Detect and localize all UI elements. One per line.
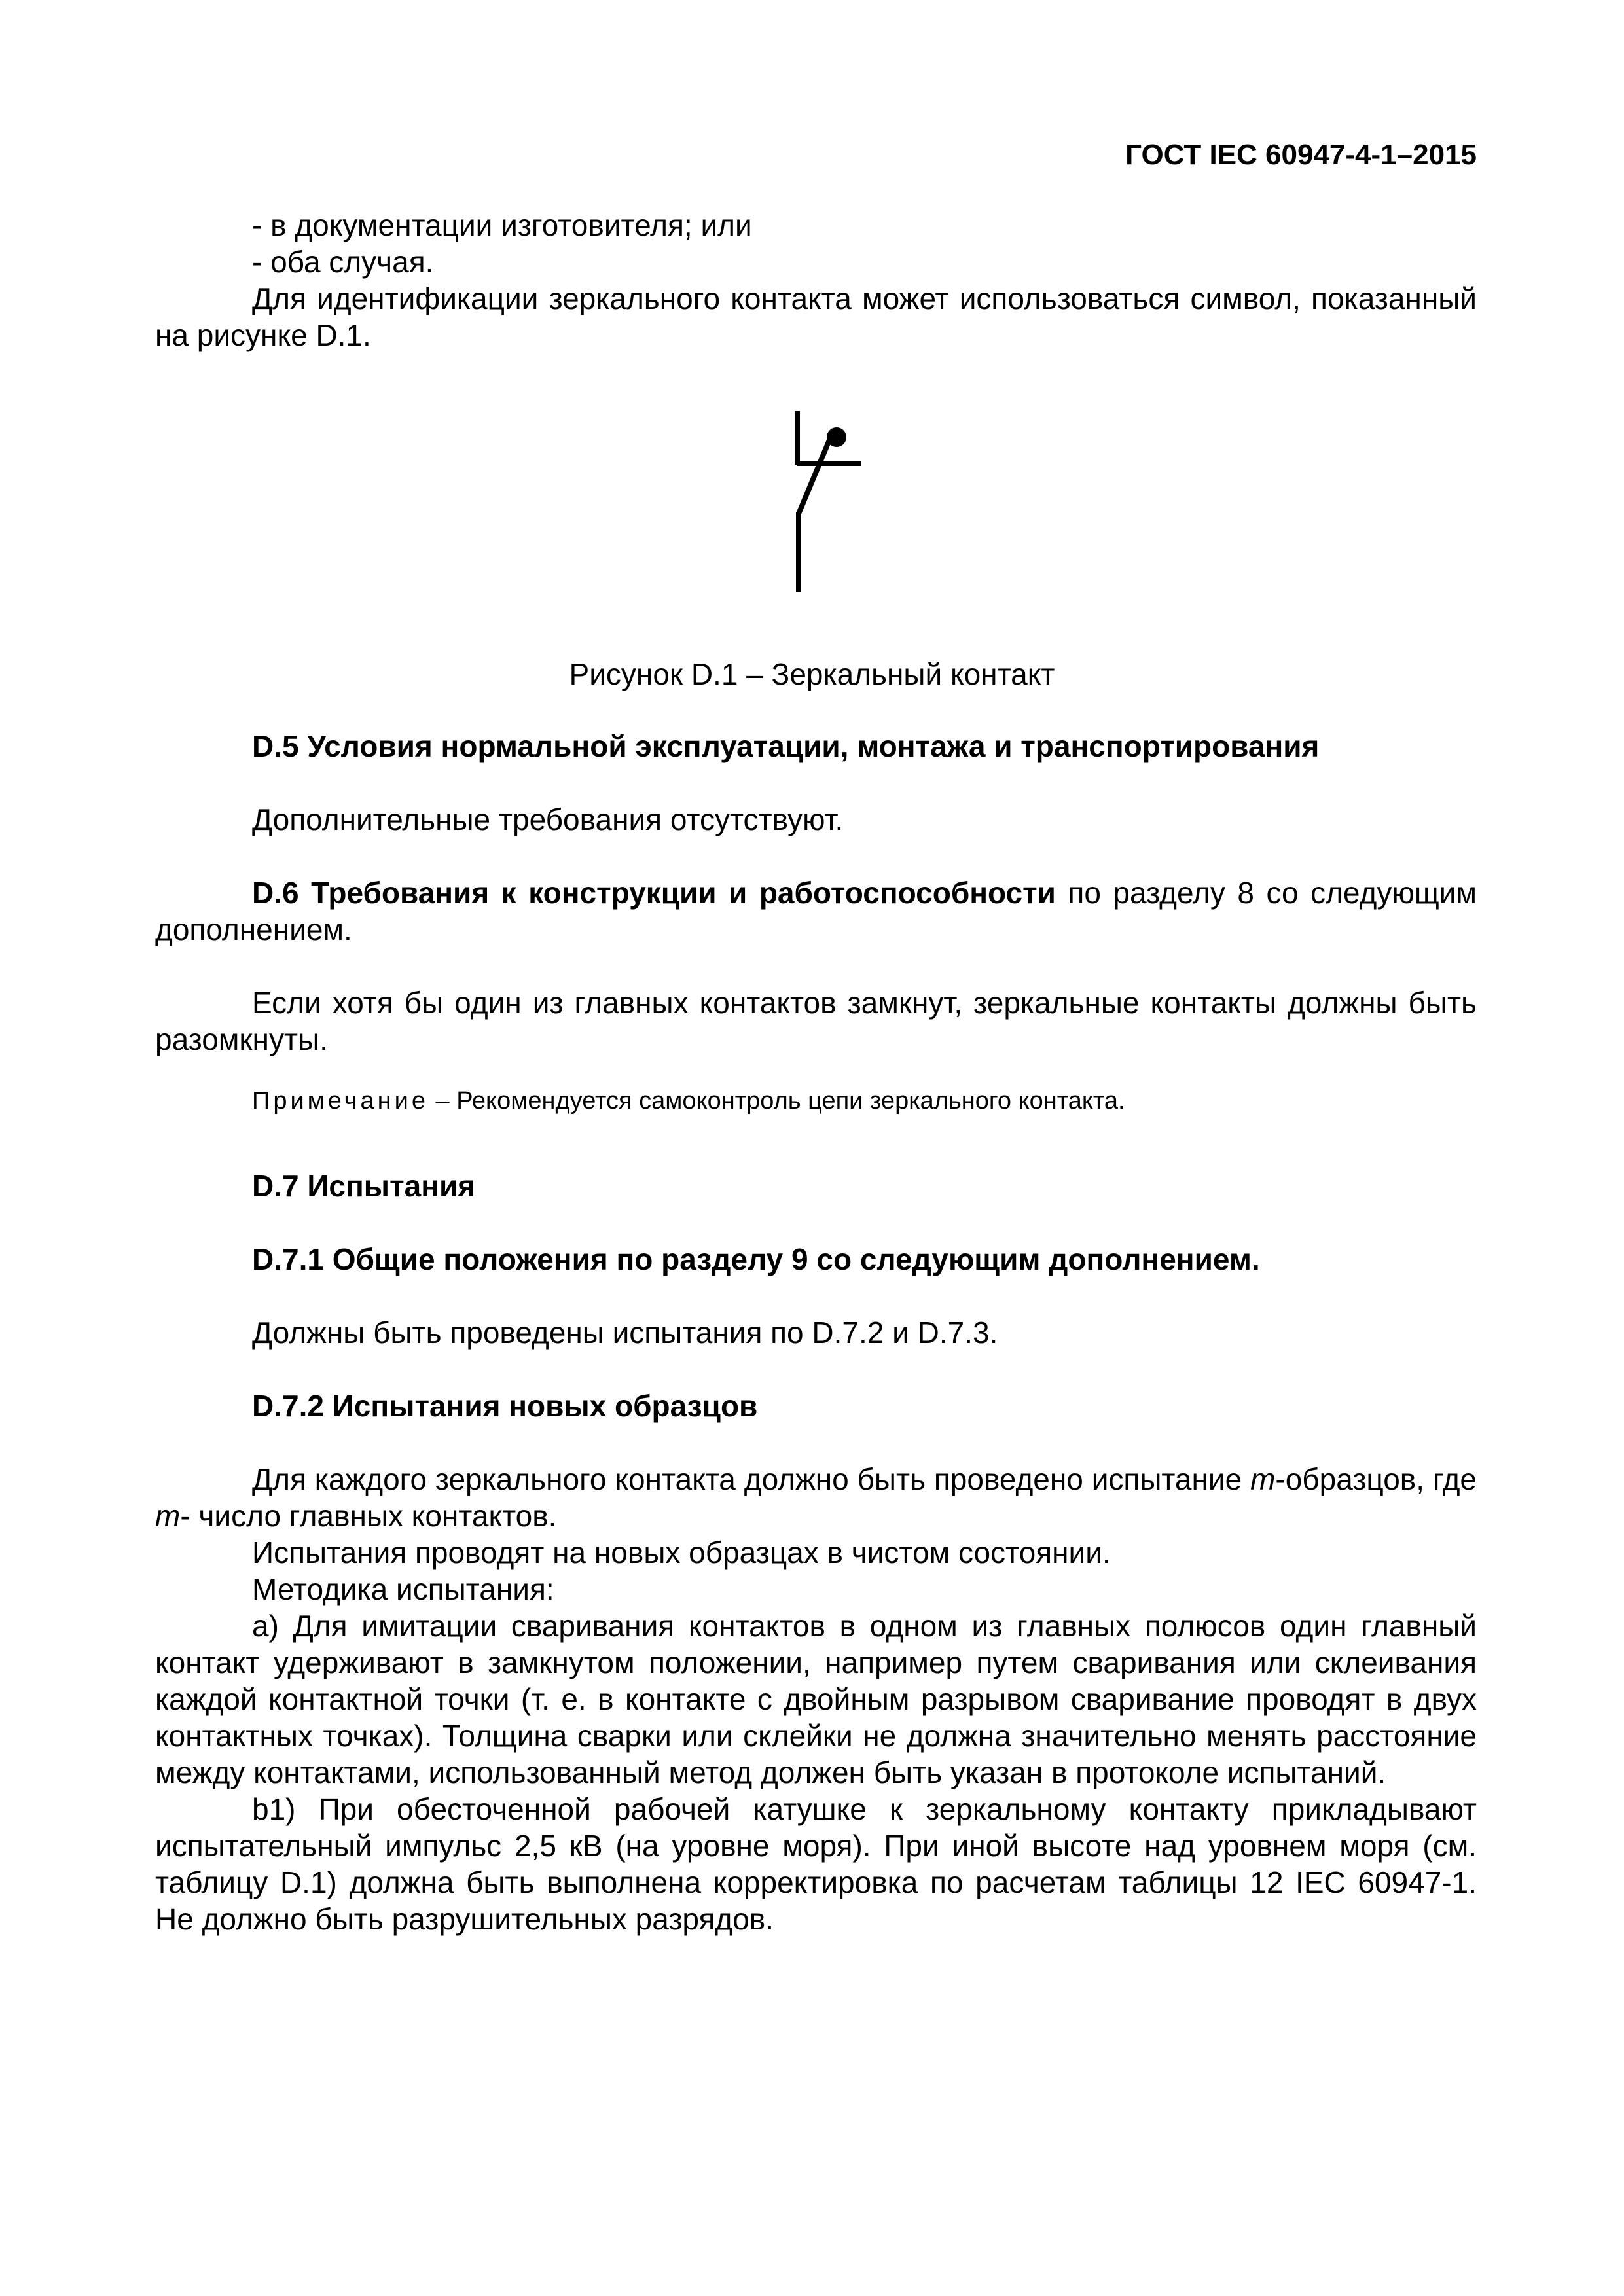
section-d6-heading: D.6 Требования к конструкции и работоспособности bbox=[252, 876, 1056, 910]
figure-caption: Рисунок D.1 – Зеркальный контакт bbox=[569, 657, 1055, 691]
symbol-blade bbox=[799, 439, 830, 514]
section-d5-text: Дополнительные требования отсутствуют. bbox=[252, 802, 844, 836]
section-d72-paragraph-1 bbox=[155, 1461, 1477, 1534]
section-d6-note bbox=[155, 1083, 1477, 1119]
section-d72-paragraph-2: Испытания проводят на новых образцах в чистом состоянии. bbox=[252, 1535, 1111, 1570]
intro-block bbox=[155, 207, 1477, 353]
note-label: Примечание bbox=[252, 1087, 429, 1115]
d72-p1-part-b: -образцов, где bbox=[1275, 1462, 1477, 1496]
intro-line-1: - в документации изготовителя; или bbox=[252, 208, 752, 242]
section-d5-heading: D.5 Условия нормальной эксплуатации, монтажа и транспортирования bbox=[252, 729, 1320, 763]
section-d72-paragraph-3: Методика испытания: bbox=[252, 1572, 554, 1606]
section-d71-text: Должны быть проведены испытания по D.7.2 и D.7.3. bbox=[252, 1316, 998, 1350]
symbol-contact-dot bbox=[827, 427, 846, 447]
section-d7 bbox=[155, 1168, 1477, 1937]
d72-p1-part-a: Для каждого зеркального контакта должно быть проведено испытание bbox=[252, 1462, 1251, 1496]
section-d7-heading: D.7 Испытания bbox=[252, 1169, 476, 1203]
section-d72-item-a: а) Для имитации сваривания контактов в одном из главных полюсов один главный контакт удерживают в замкнутом положении, например путем сваривания или склеивания каждой контактной точки (т. е. в контакте с двойным разрывом сваривание проводят в двух контактных точках). Толщина сварки или склейки не должна значительно менять расстояние между контактами, использованный метод должен быть указан в протоколе испытаний. bbox=[155, 1609, 1477, 1789]
document-code-header: ГОСТ IEC 60947-4-1–2015 bbox=[1125, 139, 1477, 171]
note-text: – Рекомендуется самоконтроль цепи зеркального контакта. bbox=[428, 1087, 1125, 1115]
intro-line-2: - оба случая. bbox=[252, 245, 434, 279]
section-d6-requirement: Если хотя бы один из главных контактов замкнут, зеркальные контакты должны быть разомкнуты. bbox=[155, 986, 1477, 1056]
mirror-contact-symbol bbox=[779, 406, 877, 596]
section-d6 bbox=[155, 874, 1477, 1119]
d72-p1-part-c: - число главных контактов. bbox=[180, 1499, 557, 1533]
section-d71-heading: D.7.1 Общие положения по разделу 9 со следующим дополнением. bbox=[252, 1242, 1260, 1276]
d72-p1-m-2: m bbox=[155, 1499, 181, 1533]
section-d72-item-b1: b1) При обесточенной рабочей катушке к зеркальному контакту прикладывают испытательный импульс 2,5 кВ (на уровне моря). При иной высоте над уровнем моря (см. таблицу D.1) должна быть выполнена корректировка по расчетам таблицы 12 IEC 60947-1. Не должно быть разрушительных разрядов. bbox=[155, 1792, 1477, 1936]
d72-p1-m-1: m bbox=[1250, 1462, 1276, 1496]
section-d72-heading: D.7.2 Испытания новых образцов bbox=[252, 1389, 758, 1423]
section-d6-paragraph bbox=[155, 874, 1477, 948]
section-d5 bbox=[155, 728, 1477, 838]
intro-paragraph: Для идентификации зеркального контакта может использоваться символ, показанный на рисунке D.1. bbox=[155, 281, 1477, 352]
section-d6-heading-rest: по разделу 8 со следующим дополнением. bbox=[155, 876, 1477, 946]
